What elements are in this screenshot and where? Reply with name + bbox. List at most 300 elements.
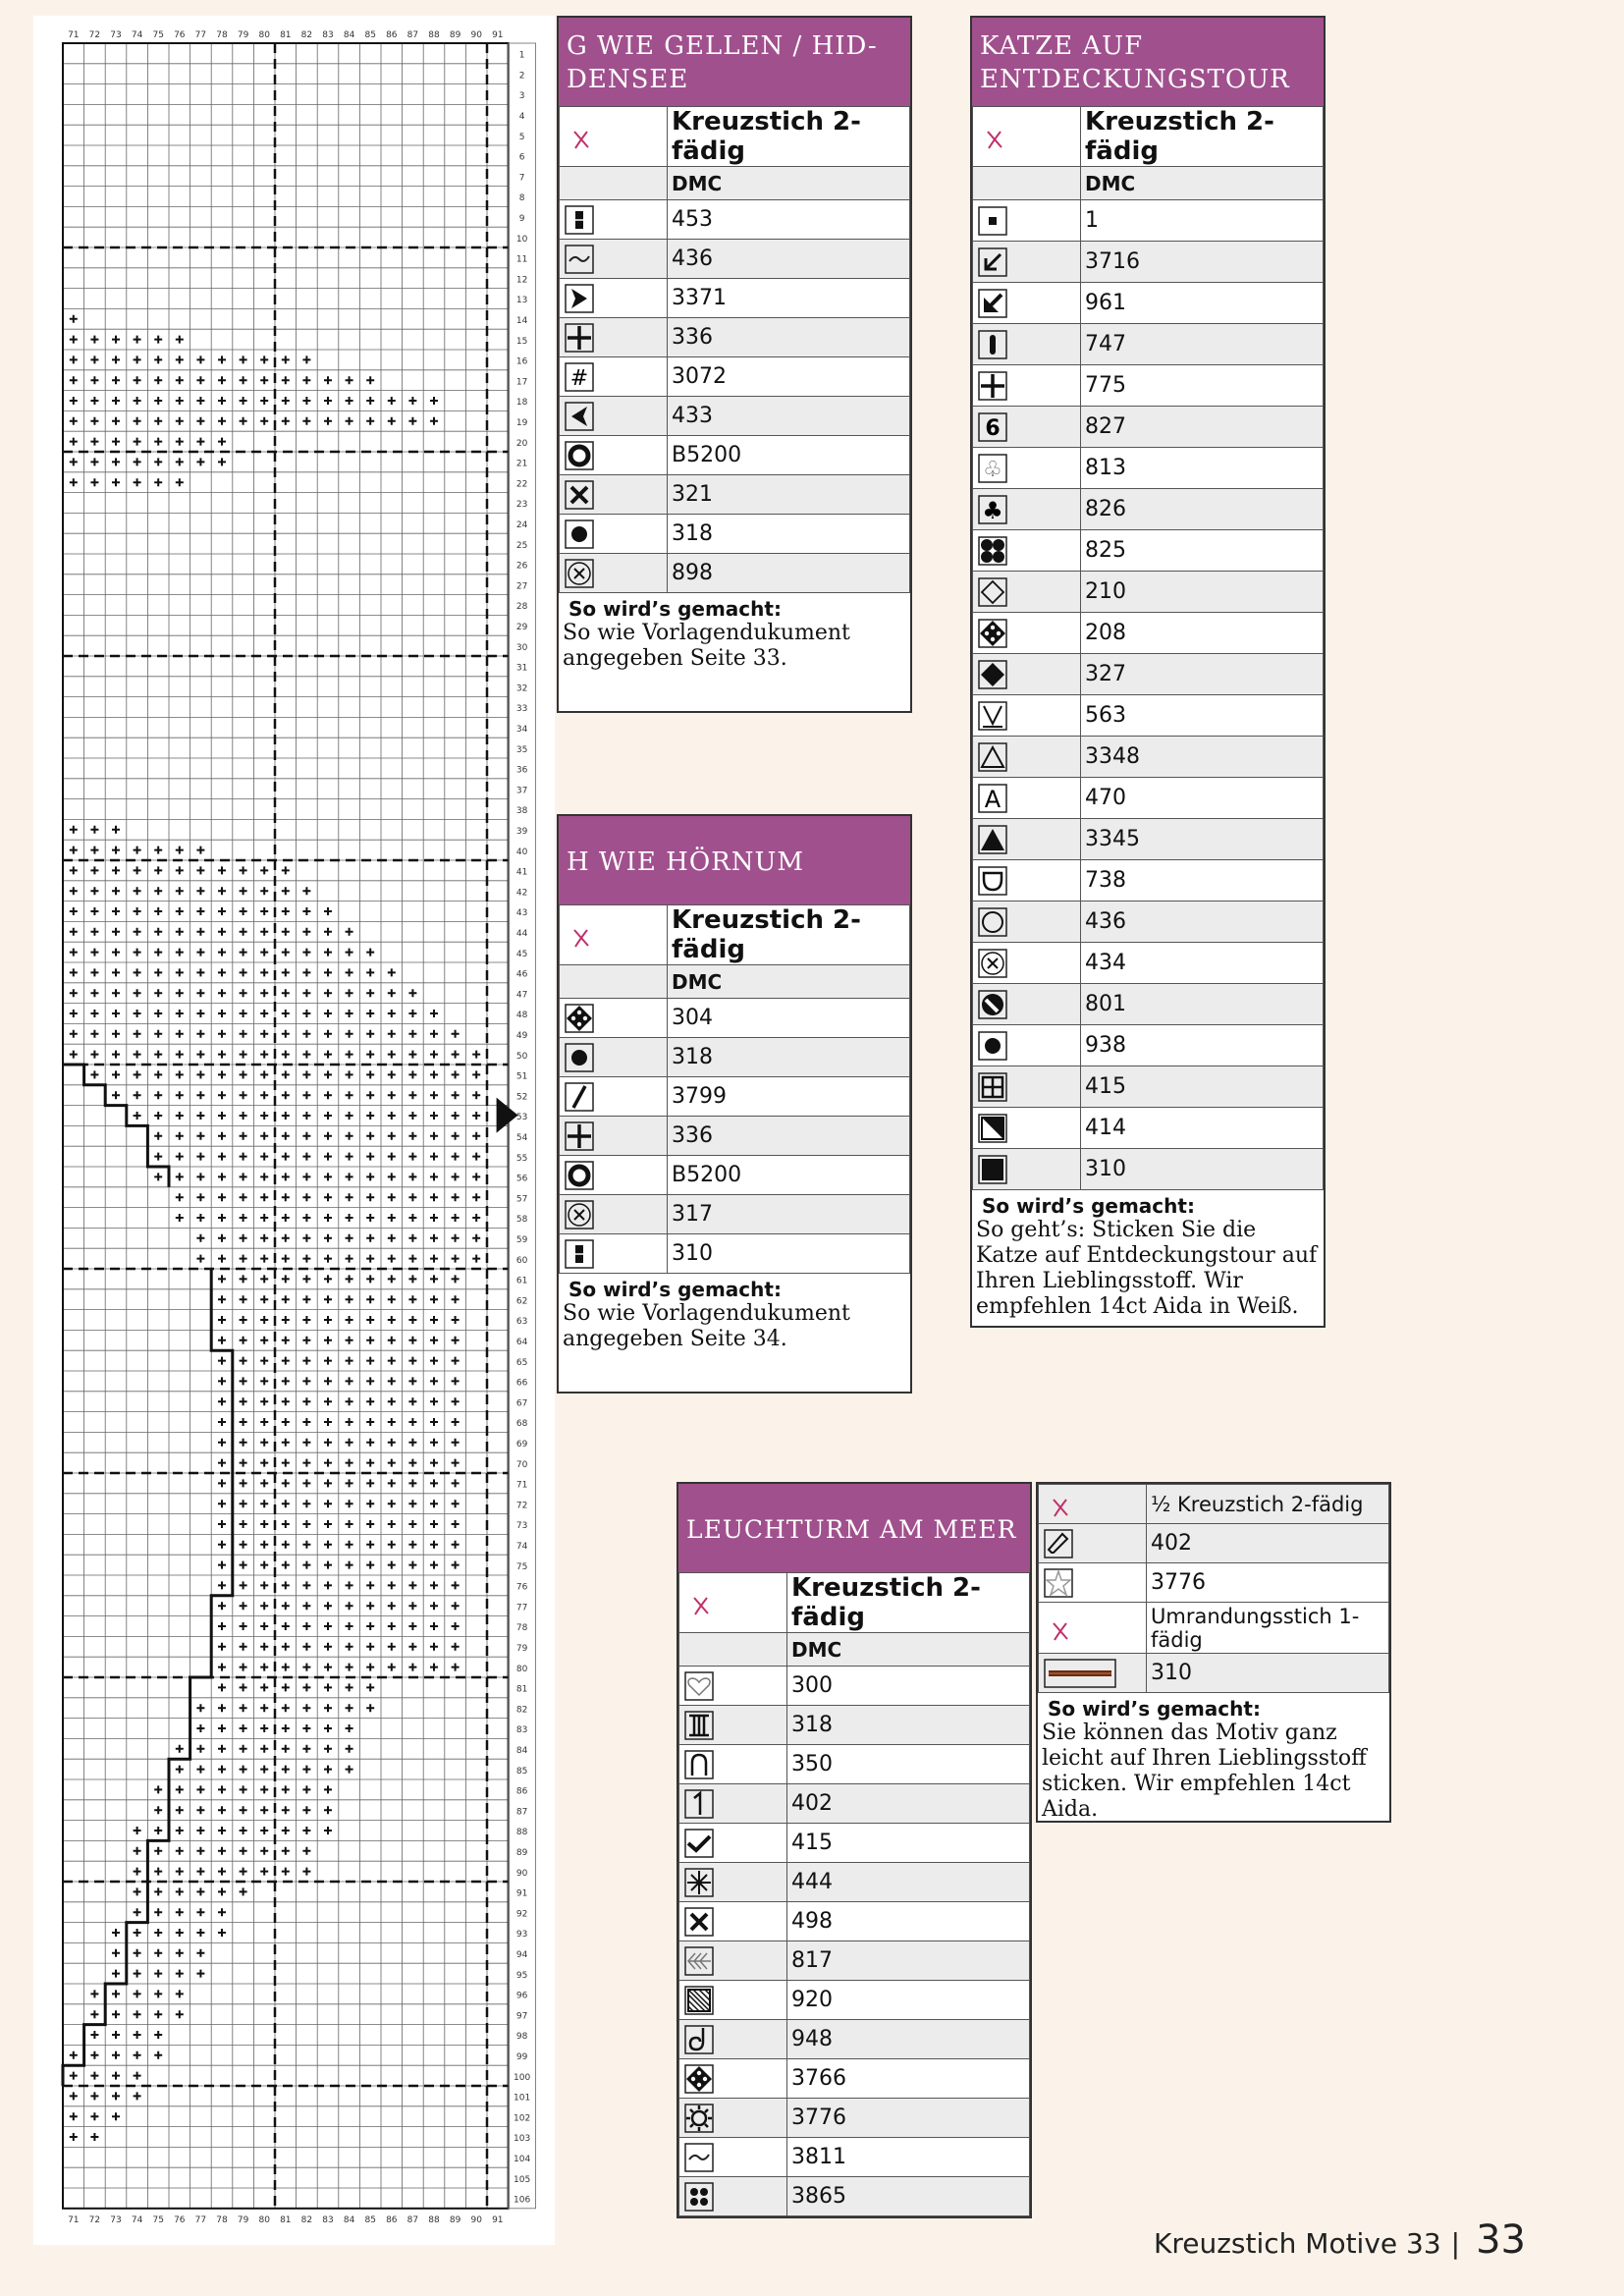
row-label: 88 — [515, 1828, 528, 1838]
six-icon — [977, 411, 1008, 443]
cross-icon — [983, 128, 1006, 151]
dmc-code: 436 — [668, 240, 910, 279]
dmc-code: 498 — [787, 1902, 1030, 1941]
row-label: 25 — [515, 540, 528, 551]
page-footer — [1154, 2217, 1526, 2263]
column-label: 79 — [237, 2214, 249, 2225]
half-stitch-label: ½ Kreuzstich 2-fädig — [1147, 1485, 1389, 1524]
cross-icon — [1049, 1619, 1072, 1643]
row-label: 3 — [518, 91, 525, 102]
row-label: 86 — [515, 1786, 528, 1797]
row-label: 81 — [515, 1684, 528, 1695]
plus-icon — [564, 1121, 595, 1152]
legend-row — [679, 1824, 1030, 1863]
dmc-code: 938 — [1081, 1025, 1324, 1066]
row-label: 43 — [515, 908, 528, 919]
dmc-code: 826 — [1081, 489, 1324, 530]
column-label: 88 — [428, 2214, 440, 2225]
row-label: 47 — [515, 990, 528, 1001]
row-label: 76 — [515, 1582, 528, 1593]
legend-row — [560, 554, 910, 593]
row-label: 68 — [515, 1419, 528, 1430]
row-label: 23 — [515, 500, 528, 511]
note-title: So wird’s gemacht: — [982, 1194, 1195, 1218]
row-label: 91 — [515, 1888, 528, 1899]
center-marker-icon — [497, 1098, 518, 1133]
row-label: 73 — [515, 1521, 528, 1532]
stitch-type: Kreuzstich 2-fädig — [1081, 107, 1324, 167]
legend-row — [679, 2059, 1030, 2099]
pillar-icon — [683, 1710, 715, 1741]
column-label: 77 — [194, 2214, 207, 2225]
column-label: 91 — [492, 2214, 504, 2225]
dmc-code: 470 — [1081, 778, 1324, 819]
row-label: 58 — [515, 1215, 528, 1226]
dmc-code: 827 — [1081, 407, 1324, 448]
dmc-label: DMC — [668, 167, 910, 200]
legend-title: KATZE AUF ENTDECKUNGSTOUR — [972, 18, 1324, 106]
row-label: 57 — [515, 1194, 528, 1205]
diamond-outline-icon — [977, 576, 1008, 608]
legend-row — [560, 1077, 910, 1117]
row-label: 8 — [518, 193, 525, 204]
dot-icon — [564, 519, 595, 550]
row-label: 9 — [518, 213, 525, 224]
row-label: 66 — [515, 1378, 528, 1389]
footer-separator: | — [1450, 2227, 1461, 2260]
arrow-right-icon — [564, 283, 595, 314]
column-label: 77 — [194, 30, 207, 40]
dmc-code: 350 — [787, 1745, 1030, 1784]
slash-icon — [564, 1081, 595, 1113]
arrows-left-icon — [683, 1945, 715, 1977]
column-label: 73 — [110, 2214, 122, 2225]
legend-row — [679, 1902, 1030, 1941]
dmc-code: 948 — [787, 2020, 1030, 2059]
legend-row — [560, 436, 910, 475]
v-bar-icon — [977, 700, 1008, 732]
legend-row — [679, 1981, 1030, 2020]
row-label: 11 — [515, 254, 528, 265]
note-title: So wird’s gemacht: — [568, 1278, 782, 1301]
arch-icon — [683, 1749, 715, 1780]
row-label: 75 — [515, 1561, 528, 1572]
legend-table — [559, 106, 910, 593]
svg-text:#: # — [569, 365, 589, 391]
diamond-dots-icon — [977, 618, 1008, 649]
row-label: 95 — [515, 1970, 528, 1981]
column-label: 86 — [386, 2214, 398, 2225]
row-label: 20 — [515, 438, 528, 449]
legend-row — [973, 1108, 1324, 1149]
row-label: 6 — [518, 152, 525, 163]
plus-icon — [977, 370, 1008, 402]
row-label: 85 — [515, 1766, 528, 1777]
ring-icon — [564, 440, 595, 471]
dmc-code: 415 — [1081, 1066, 1324, 1108]
legend-h-wie-hoernum — [557, 814, 912, 1394]
legend-row — [560, 1117, 910, 1156]
column-label: 71 — [68, 2214, 80, 2225]
legend-row — [560, 1156, 910, 1195]
column-label: 80 — [258, 2214, 270, 2225]
letter-a-icon — [977, 783, 1008, 814]
legend-row — [560, 200, 910, 240]
cross-icon — [1049, 1496, 1072, 1519]
note-text: So wie Vorlagendukument angegeben Seite 34. — [563, 1301, 850, 1351]
heart-outline-icon — [683, 1670, 715, 1702]
diamond-dots-icon — [564, 1003, 595, 1034]
row-label: 92 — [515, 1909, 528, 1920]
dmc-code: 825 — [1081, 530, 1324, 572]
dmc-code: 434 — [1081, 943, 1324, 984]
four-dots-icon — [683, 2181, 715, 2213]
cross-icon — [1039, 1603, 1147, 1654]
circle-x-icon — [564, 558, 595, 589]
cross-icon — [560, 107, 668, 167]
column-label: 83 — [322, 2214, 334, 2225]
dmc-code: 336 — [668, 318, 910, 357]
legend-title: G WIE GELLEN / HID-DENSEE — [559, 18, 910, 106]
row-label: 98 — [515, 2032, 528, 2043]
legend-row — [973, 572, 1324, 613]
legend-row — [973, 489, 1324, 530]
column-label: 80 — [258, 30, 270, 40]
dmc-code: 775 — [1081, 365, 1324, 407]
cross-icon — [569, 128, 593, 151]
club-outline-icon — [977, 453, 1008, 484]
column-label: 75 — [152, 30, 164, 40]
tilde-icon — [564, 244, 595, 275]
legend-row — [973, 242, 1324, 283]
column-label: 74 — [131, 30, 143, 40]
row-label: 30 — [515, 642, 528, 653]
cross-stitch-chart — [33, 16, 555, 2245]
row-label: 63 — [515, 1317, 528, 1328]
dmc-code: 304 — [668, 999, 910, 1038]
small-square-icon — [977, 205, 1008, 237]
dmc-code: 1 — [1081, 200, 1324, 242]
column-label: 78 — [216, 2214, 228, 2225]
dmc-code: 3345 — [1081, 819, 1324, 860]
dmc-code: 3799 — [668, 1077, 910, 1117]
row-label: 103 — [514, 2134, 531, 2145]
column-label: 76 — [174, 30, 186, 40]
legend-row — [679, 2177, 1030, 2216]
note-text: So geht’s: Sticken Sie die Katze auf Entdeckungstour auf Ihren Lieblingsstoff. Wir empfehlen 14ct Aida in Weiß. — [976, 1218, 1318, 1319]
row-label: 26 — [515, 561, 528, 572]
column-label: 82 — [300, 30, 313, 40]
dmc-code: 310 — [668, 1234, 910, 1274]
row-label: 78 — [515, 1623, 528, 1634]
legend-row — [1039, 1563, 1389, 1603]
tilde-icon — [683, 2142, 715, 2173]
legend-row — [560, 279, 910, 318]
row-label: 54 — [515, 1132, 528, 1143]
bar-icon — [977, 329, 1008, 360]
column-label: 86 — [386, 30, 398, 40]
row-label: 39 — [515, 826, 528, 837]
dmc-code: 747 — [1081, 324, 1324, 365]
hatch-icon — [683, 1985, 715, 2016]
legend-row — [560, 318, 910, 357]
row-label: 62 — [515, 1296, 528, 1307]
legend-table — [972, 106, 1324, 1190]
row-label: 16 — [515, 356, 528, 367]
legend-table — [559, 904, 910, 1274]
row-label: 41 — [515, 867, 528, 878]
row-label: 82 — [515, 1705, 528, 1716]
column-label: 85 — [364, 30, 376, 40]
legend-row — [679, 1784, 1030, 1824]
legend-row — [973, 778, 1324, 819]
dmc-code: 414 — [1081, 1108, 1324, 1149]
x-icon — [564, 479, 595, 511]
row-label: 104 — [514, 2154, 531, 2164]
dmc-code: 961 — [1081, 283, 1324, 324]
square-icon — [977, 1154, 1008, 1185]
dmc-code: 3072 — [668, 357, 910, 397]
dot-icon — [977, 1030, 1008, 1062]
cross-icon — [689, 1594, 713, 1617]
note — [559, 1274, 910, 1392]
column-label: 84 — [343, 2214, 355, 2225]
column-label: 72 — [88, 2214, 101, 2225]
cup-icon — [977, 865, 1008, 897]
row-label: 79 — [515, 1643, 528, 1654]
row-label: 34 — [515, 724, 528, 735]
legend-row — [973, 613, 1324, 654]
dmc-code: 453 — [668, 200, 910, 240]
legend-row — [973, 984, 1324, 1025]
row-label-column — [509, 43, 536, 2209]
sun-icon — [683, 2103, 715, 2134]
one-icon — [683, 1788, 715, 1820]
legend-katze — [970, 16, 1326, 1328]
row-label: 38 — [515, 806, 528, 817]
row-label: 19 — [515, 417, 528, 428]
cross-icon — [569, 926, 593, 950]
row-label: 69 — [515, 1439, 528, 1449]
svg-text:♣: ♣ — [982, 496, 1003, 524]
dmc-code: 317 — [668, 1195, 910, 1234]
column-label: 75 — [152, 2214, 164, 2225]
legend-title: LEUCHTURM AM MEER — [678, 1484, 1030, 1572]
page-number: 33 — [1476, 2217, 1526, 2263]
ring-icon — [564, 1160, 595, 1191]
svg-text:A: A — [984, 785, 1001, 813]
row-label: 37 — [515, 786, 528, 796]
dmc-code: 433 — [668, 397, 910, 436]
row-label: 10 — [515, 234, 528, 245]
legend-row — [679, 1706, 1030, 1745]
diamond-dots-icon — [683, 2063, 715, 2095]
butterfly-icon — [977, 535, 1008, 567]
dmc-code: 318 — [787, 1706, 1030, 1745]
dmc-code: 3776 — [1147, 1563, 1389, 1603]
row-label: 83 — [515, 1725, 528, 1736]
legend-row — [973, 530, 1324, 572]
row-label: 14 — [515, 315, 528, 326]
dmc-label: DMC — [1081, 167, 1324, 200]
row-label: 40 — [515, 847, 528, 857]
legend-row — [679, 2020, 1030, 2059]
column-label: 83 — [322, 30, 334, 40]
column-label: 88 — [428, 30, 440, 40]
legend-row — [560, 515, 910, 554]
legend-leuchtturm-extra — [1036, 1482, 1391, 1823]
row-label: 65 — [515, 1357, 528, 1368]
column-label: 81 — [280, 30, 292, 40]
dmc-code: 3348 — [1081, 737, 1324, 778]
row-label: 44 — [515, 928, 528, 939]
row-label: 71 — [515, 1480, 528, 1491]
legend-title: H WIE HÖRNUM — [559, 816, 910, 904]
plus-icon — [564, 322, 595, 354]
legend-table — [678, 1572, 1030, 2216]
arrow-downleft-outline-icon — [977, 246, 1008, 278]
note — [559, 593, 910, 711]
row-label: 93 — [515, 1930, 528, 1941]
cross-icon — [560, 905, 668, 965]
legend-row — [973, 860, 1324, 902]
dmc-code: 3766 — [787, 2059, 1030, 2099]
dmc-code: B5200 — [668, 1156, 910, 1195]
column-label: 87 — [406, 30, 419, 40]
dmc-code: 415 — [787, 1824, 1030, 1863]
chart-grid — [33, 16, 555, 2245]
dmc-code: 3776 — [787, 2099, 1030, 2138]
note — [1038, 1693, 1389, 1821]
row-label: 90 — [515, 1868, 528, 1879]
legend-row — [560, 1195, 910, 1234]
column-label: 89 — [449, 30, 461, 40]
column-label: 73 — [110, 30, 122, 40]
column-label: 76 — [174, 2214, 186, 2225]
legend-row — [679, 1863, 1030, 1902]
row-label: 67 — [515, 1398, 528, 1409]
column-label: 85 — [364, 2214, 376, 2225]
dmc-code: 3811 — [787, 2138, 1030, 2177]
column-label: 79 — [237, 30, 249, 40]
arrow-left-icon — [564, 401, 595, 432]
row-label: 84 — [515, 1745, 528, 1756]
column-label: 81 — [280, 2214, 292, 2225]
legend-row — [560, 397, 910, 436]
legend-leuchtturm — [677, 1482, 1032, 2218]
hash-icon — [564, 361, 595, 393]
stitch-type: Kreuzstich 2-fädig — [787, 1573, 1030, 1633]
legend-row — [560, 475, 910, 515]
row-label: 97 — [515, 2011, 528, 2022]
row-label: 17 — [515, 377, 528, 388]
row-label: 36 — [515, 765, 528, 776]
row-label: 33 — [515, 704, 528, 715]
arrow-downleft-icon — [977, 288, 1008, 319]
legend-row — [973, 654, 1324, 695]
diamond-icon — [977, 659, 1008, 690]
row-label: 99 — [515, 2051, 528, 2062]
dmc-code: 898 — [668, 554, 910, 593]
dmc-code: 336 — [668, 1117, 910, 1156]
row-label: 27 — [515, 581, 528, 592]
dmc-code: 3716 — [1081, 242, 1324, 283]
cross-icon — [679, 1573, 787, 1633]
row-label: 13 — [515, 296, 528, 306]
window-icon — [977, 1071, 1008, 1103]
row-label: 42 — [515, 888, 528, 899]
row-label: 60 — [515, 1255, 528, 1266]
cross-icon — [973, 107, 1081, 167]
spiral-icon — [683, 2024, 715, 2055]
row-label: 96 — [515, 1991, 528, 2001]
circle-outline-icon — [977, 906, 1008, 938]
dmc-label: DMC — [787, 1633, 1030, 1667]
row-label: 74 — [515, 1541, 528, 1552]
legend-row — [973, 1025, 1324, 1066]
dmc-code: 3371 — [668, 279, 910, 318]
row-label: 22 — [515, 479, 528, 490]
dmc-code: 3865 — [787, 2177, 1030, 2216]
note-text: So wie Vorlagendukument angegeben Seite 33. — [563, 621, 850, 671]
row-label: 4 — [518, 111, 525, 122]
row-label: 59 — [515, 1234, 528, 1245]
legend-row — [679, 2138, 1030, 2177]
row-label: 31 — [515, 663, 528, 674]
row-label: 101 — [514, 2093, 531, 2104]
legend-row — [973, 695, 1324, 737]
row-label: 102 — [514, 2113, 531, 2124]
column-label: 90 — [470, 2214, 482, 2225]
dmc-code: B5200 — [668, 436, 910, 475]
star-outline-icon — [1043, 1567, 1074, 1599]
dmc-code: 310 — [1081, 1149, 1324, 1190]
dmc-code: 318 — [668, 515, 910, 554]
legend-row — [679, 2099, 1030, 2138]
row-label: 94 — [515, 1949, 528, 1960]
row-label: 106 — [514, 2195, 531, 2206]
row-label: 18 — [515, 398, 528, 409]
dmc-code: 813 — [1081, 448, 1324, 489]
dmc-code: 920 — [787, 1981, 1030, 2020]
row-label: 51 — [515, 1071, 528, 1082]
legend-row — [973, 448, 1324, 489]
legend-row — [560, 240, 910, 279]
column-label: 87 — [406, 2214, 419, 2225]
stitch-type: Kreuzstich 2-fädig — [668, 107, 910, 167]
block-icon — [564, 1238, 595, 1270]
column-label: 82 — [300, 2214, 313, 2225]
row-label: 70 — [515, 1459, 528, 1470]
column-label: 72 — [88, 30, 101, 40]
asterisk-icon — [683, 1867, 715, 1898]
legend-row — [973, 407, 1324, 448]
legend-row — [973, 200, 1324, 242]
x-icon — [683, 1906, 715, 1938]
stitch-type: Kreuzstich 2-fädig — [668, 905, 910, 965]
check-icon — [683, 1828, 715, 1859]
dmc-code: 310 — [1147, 1654, 1389, 1693]
legend-row — [1039, 1524, 1389, 1563]
dmc-code: 321 — [668, 475, 910, 515]
half-stitch-table — [1038, 1484, 1389, 1693]
dmc-code: 300 — [787, 1667, 1030, 1706]
dmc-label: DMC — [668, 965, 910, 999]
svg-text:♧: ♧ — [983, 457, 1002, 482]
row-label: 48 — [515, 1011, 528, 1021]
row-label: 35 — [515, 744, 528, 755]
footer-title: Kreuzstich Motive 33 — [1153, 2227, 1441, 2260]
